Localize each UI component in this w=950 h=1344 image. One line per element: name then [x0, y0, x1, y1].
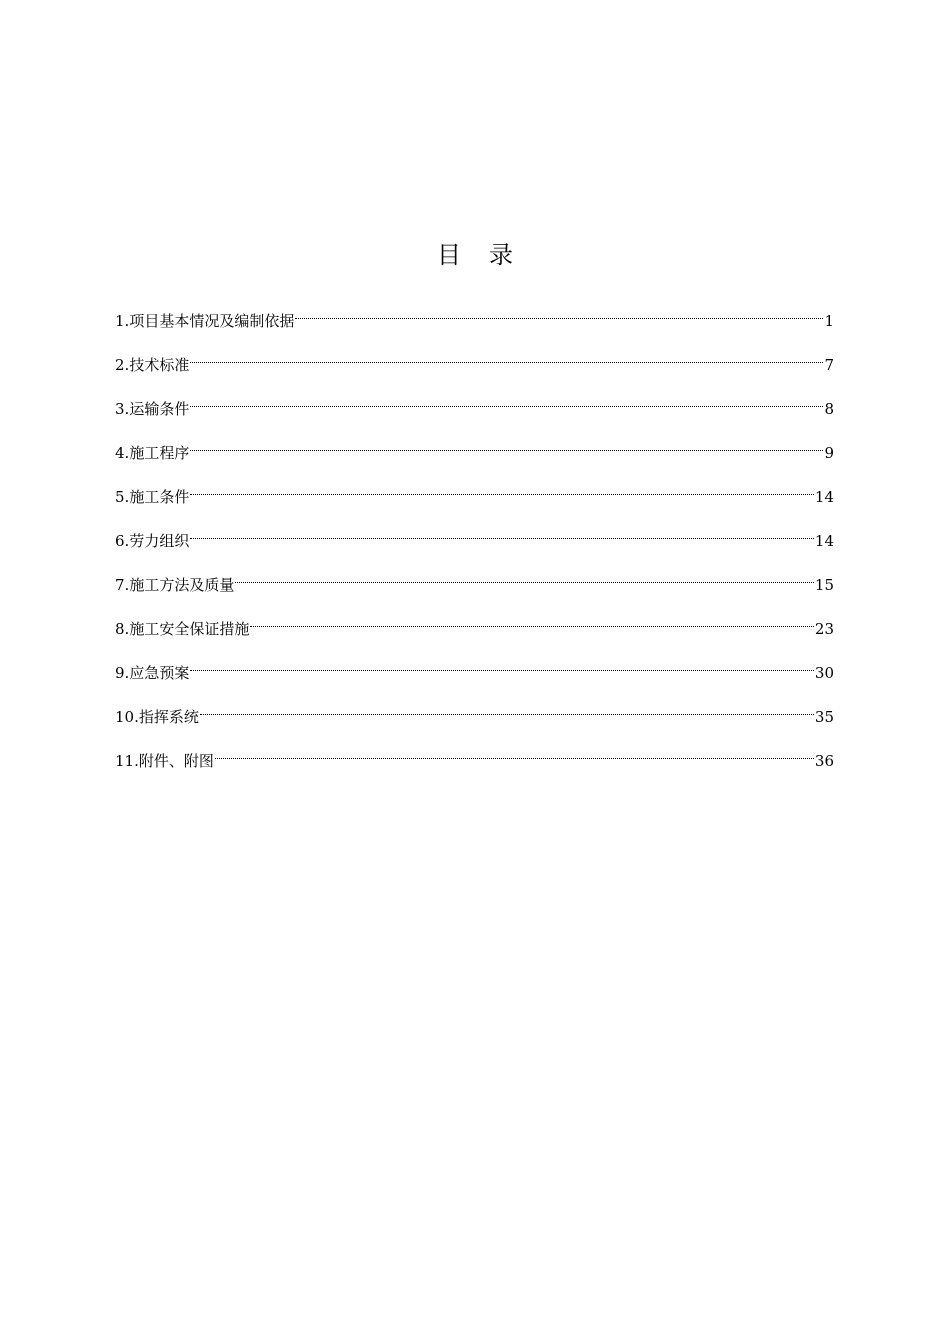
toc-entry-page: 23: [814, 620, 834, 638]
table-of-contents: [115, 298, 834, 782]
toc-dot-leader: [235, 562, 814, 590]
toc-dot-leader: [190, 342, 823, 370]
toc-entry-number: 5.: [115, 488, 130, 506]
toc-entry-title: 运输条件: [129, 400, 190, 418]
toc-dot-leader: [215, 738, 814, 766]
toc-entry-number: 10.: [115, 708, 139, 726]
toc-entry-number: 7.: [115, 576, 130, 594]
toc-dot-leader: [250, 606, 814, 634]
toc-entry-page: 8: [824, 400, 834, 418]
toc-entry-page: 14: [814, 488, 834, 506]
toc-entry[interactable]: [115, 694, 834, 738]
toc-entry-page: 9: [824, 444, 834, 462]
toc-entry-title: 施工安全保证措施: [129, 620, 250, 638]
toc-dot-leader: [190, 430, 823, 458]
toc-entry-page: 30: [814, 664, 834, 682]
toc-entry-title: 应急预案: [129, 664, 190, 682]
toc-title: [0, 236, 950, 274]
toc-entry-number: 4.: [115, 444, 130, 462]
toc-entry-title: 施工条件: [129, 488, 190, 506]
toc-entry-number: 1.: [115, 312, 130, 330]
toc-dot-leader: [190, 474, 814, 502]
toc-entry[interactable]: [115, 562, 834, 606]
toc-dot-leader: [190, 386, 823, 414]
toc-title-char-2: 录: [489, 241, 513, 269]
toc-entry-page: 14: [814, 532, 834, 550]
toc-entry[interactable]: [115, 386, 834, 430]
toc-entry-title: 劳力组织: [129, 532, 190, 550]
toc-entry[interactable]: [115, 342, 834, 386]
toc-entry-number: 2.: [115, 356, 130, 374]
toc-dot-leader: [295, 298, 823, 326]
toc-entry-number: 3.: [115, 400, 130, 418]
toc-entry[interactable]: [115, 606, 834, 650]
toc-entry-title: 施工程序: [129, 444, 190, 462]
toc-dot-leader: [200, 694, 814, 722]
toc-entry[interactable]: [115, 474, 834, 518]
toc-title-char-1: 目: [437, 241, 461, 269]
toc-entry-title: 项目基本情况及编制依据: [129, 312, 295, 330]
toc-dot-leader: [190, 650, 814, 678]
toc-entry[interactable]: [115, 650, 834, 694]
toc-entry[interactable]: [115, 430, 834, 474]
toc-entry[interactable]: [115, 518, 834, 562]
toc-entry-number: 8.: [115, 620, 130, 638]
toc-entry-title: 附件、附图: [138, 752, 214, 770]
toc-entry-title: 指挥系统: [138, 708, 199, 726]
toc-entry-page: 35: [814, 708, 834, 726]
toc-entry-page: 7: [824, 356, 834, 374]
toc-entry-number: 6.: [115, 532, 130, 550]
toc-entry-title: 施工方法及质量: [129, 576, 235, 594]
toc-dot-leader: [190, 518, 814, 546]
toc-entry-number: 11.: [115, 752, 139, 770]
toc-entry-number: 9.: [115, 664, 130, 682]
toc-entry-page: 1: [824, 312, 834, 330]
toc-entry-title: 技术标准: [129, 356, 190, 374]
toc-entry[interactable]: [115, 298, 834, 342]
toc-entry[interactable]: [115, 738, 834, 782]
toc-entry-page: 36: [814, 752, 834, 770]
toc-entry-page: 15: [814, 576, 834, 594]
